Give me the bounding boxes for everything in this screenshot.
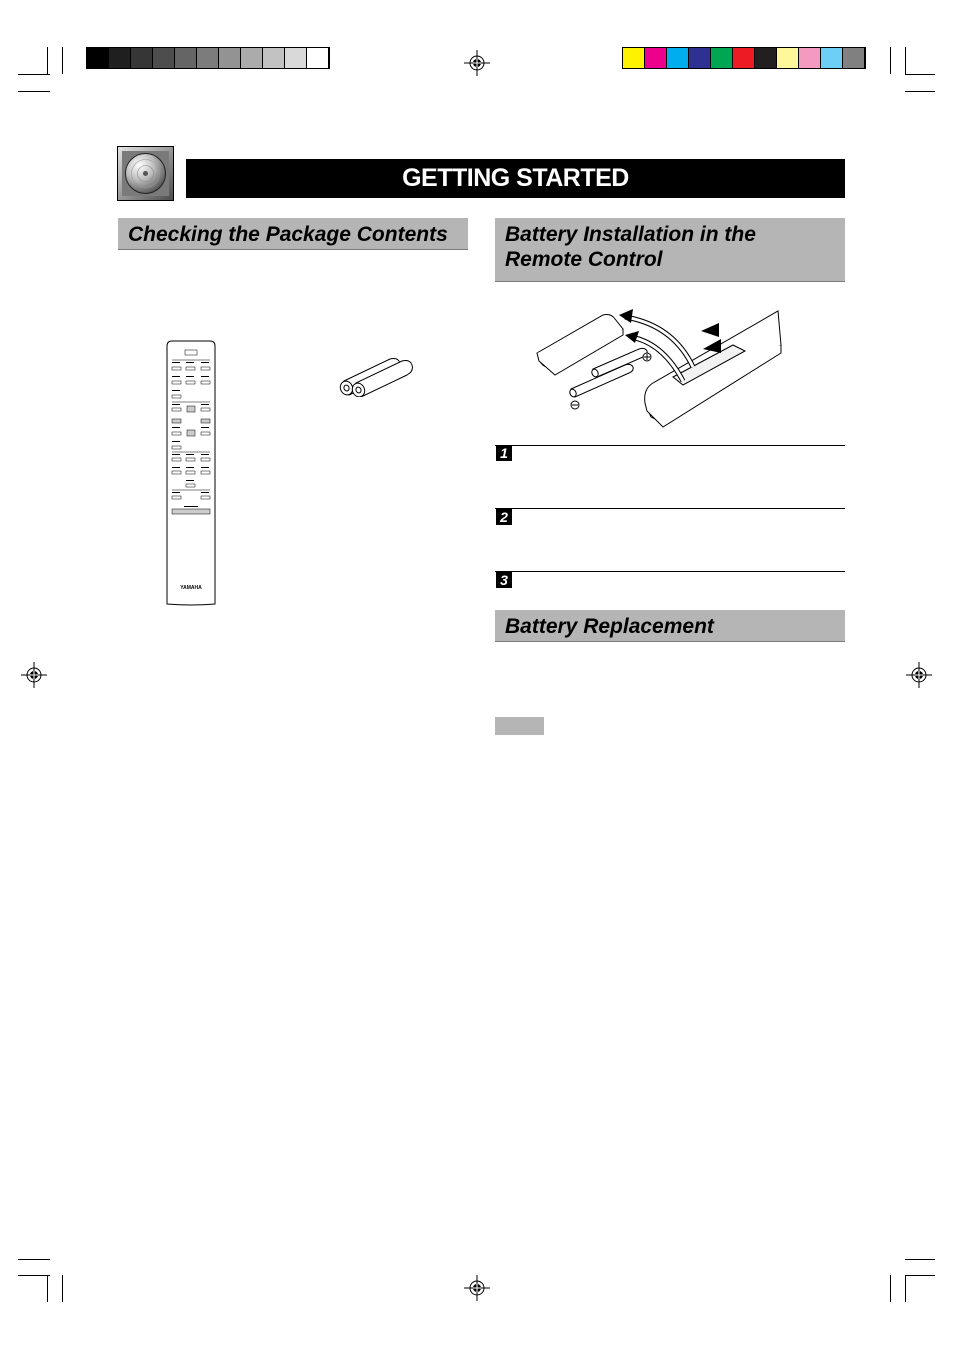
color-swatch [733,48,755,68]
crop-mark [62,47,63,74]
crop-mark [905,1275,906,1302]
color-swatch [843,48,865,68]
step-number: 1 [496,445,512,461]
crop-mark [905,1275,935,1276]
step-number: 2 [496,509,512,525]
color-swatch [799,48,821,68]
batteries-icon [336,351,416,397]
registration-mark-icon [906,662,932,688]
color-swatch [777,48,799,68]
battery-installation-heading: Battery Installation in the Remote Control [495,218,845,282]
color-swatch [821,48,843,68]
color-swatch [241,48,263,68]
crop-mark [47,47,48,74]
color-swatch [645,48,667,68]
color-swatch [711,48,733,68]
step-divider [495,571,845,572]
disc-chapter-icon [117,146,175,202]
registration-mark-icon [21,662,47,688]
crop-mark [18,1259,50,1260]
crop-mark [62,1275,63,1302]
crop-mark [905,91,935,92]
page-title: GETTING STARTED [186,159,845,198]
color-swatch [153,48,175,68]
crop-mark [905,47,906,74]
color-swatch [285,48,307,68]
color-swatch [197,48,219,68]
remote-control-illustration [164,340,218,608]
color-swatch [307,48,329,68]
remote-logo: YAMAHA [180,585,202,591]
color-swatch [109,48,131,68]
step-number: 3 [496,572,512,588]
color-swatch [755,48,777,68]
color-swatch [175,48,197,68]
crop-mark [18,91,50,92]
crop-mark [47,1275,48,1302]
color-swatch [263,48,285,68]
crop-mark [905,1259,935,1260]
package-contents-heading: Checking the Package Contents [118,218,468,250]
crop-mark [890,47,891,74]
color-swatch [667,48,689,68]
crop-mark [905,74,935,75]
step-divider [495,508,845,509]
color-swatch [87,48,109,68]
color-swatch [219,48,241,68]
color-swatch [131,48,153,68]
crop-mark [18,1275,50,1276]
registration-mark-icon [464,50,490,76]
color-swatch [623,48,645,68]
crop-mark [18,74,50,75]
battery-installation-illustration [533,305,783,430]
note-label-box [495,717,544,735]
step-divider [495,445,845,446]
color-swatch [689,48,711,68]
battery-replacement-heading: Battery Replacement [495,610,845,642]
grayscale-bar [86,47,330,69]
color-bar [622,47,866,69]
registration-mark-icon [464,1275,490,1301]
crop-mark [890,1275,891,1302]
